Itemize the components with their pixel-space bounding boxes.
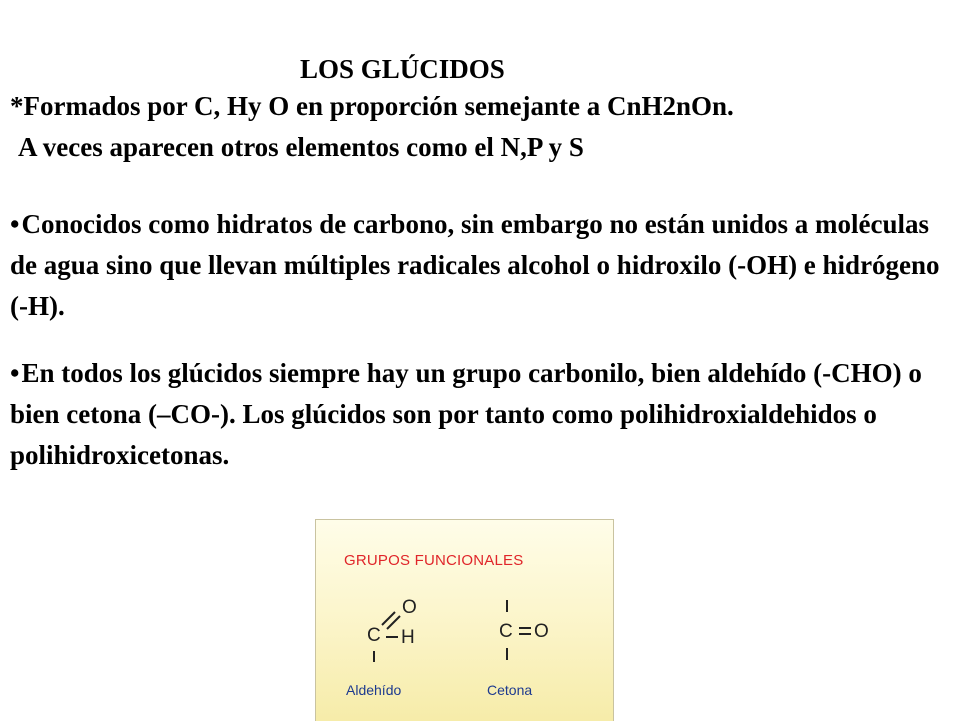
paragraph-text: Conocidos como hidratos de carbono, sin embargo no están unidos a moléculas de agua sino que llevan múltiples radicales alcohol o hidroxilo (-OH) e hidrógeno (-H). — [10, 209, 940, 321]
formula-line: *Formados por C, Hy O en proporción semejante a CnH2nOn. — [10, 91, 734, 121]
ketone-oxygen: O — [534, 621, 549, 642]
paragraph-carbohydrates — [10, 204, 950, 327]
aldehyde-caption: Aldehído — [346, 682, 402, 698]
paragraph-text: En todos los glúcidos siempre hay un grupo carbonilo, bien aldehído (-CHO) o bien cetona (–CO-). Los glúcidos son por tanto como polihidroxialdehidos o polihidroxicetonas. — [10, 358, 922, 470]
ketone-carbon: C — [499, 621, 513, 642]
figure-title: GRUPOS FUNCIONALES — [344, 552, 524, 569]
bullet: • — [10, 209, 20, 239]
paragraph-carbonyl — [10, 353, 950, 476]
aldehyde-oxygen: O — [402, 597, 417, 618]
aldehyde-hydrogen: H — [401, 627, 415, 648]
aldehyde-carbon: C — [367, 625, 381, 646]
ketone-caption: Cetona — [487, 682, 533, 698]
functional-groups-figure — [315, 519, 614, 721]
bullet: • — [10, 358, 20, 388]
other-elements-line: A veces aparecen otros elementos como el N,P y S — [18, 132, 584, 162]
slide-title: LOS GLÚCIDOS — [300, 54, 505, 84]
